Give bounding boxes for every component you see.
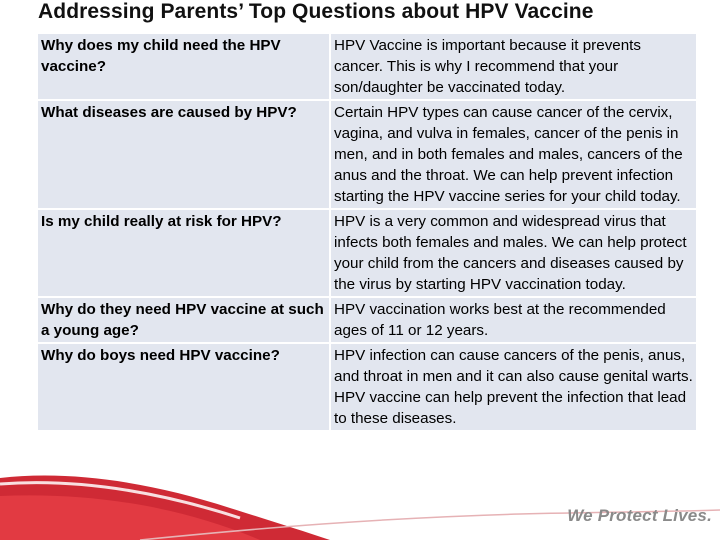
answer-cell: Certain HPV types can cause cancer of the cervix, vagina, and vulva in females, cancer of the penis in men, and in both females and males, cancers of the anus and the throat. We can help prevent infection starting the HPV vaccine series for your child today. — [331, 101, 696, 208]
page-title: Addressing Parents’ Top Questions about HPV Vaccine — [38, 0, 594, 23]
tagline: We Protect Lives. — [567, 506, 712, 525]
table-row — [38, 34, 696, 99]
answer-cell: HPV is a very common and widespread virus that infects both females and males. We can help protect your child from the cancers and diseases caused by the virus by starting HPV vaccination today. — [331, 210, 696, 296]
answer-cell: HPV Vaccine is important because it prevents cancer. This is why I recommend that your son/daughter be vaccinated today. — [331, 34, 696, 99]
question-cell: Is my child really at risk for HPV? — [38, 210, 329, 296]
table-row — [38, 210, 696, 296]
question-cell: Why do they need HPV vaccine at such a young age? — [38, 298, 329, 342]
answer-cell: HPV vaccination works best at the recommended ages of 11 or 12 years. — [331, 298, 696, 342]
question-cell: What diseases are caused by HPV? — [38, 101, 329, 208]
table-row — [38, 298, 696, 342]
answer-cell: HPV infection can cause cancers of the penis, anus, and throat in men and it can also cause genital warts. HPV vaccine can help prevent the infection that lead to these diseases. — [331, 344, 696, 430]
table-row — [38, 101, 696, 208]
qa-table — [36, 32, 698, 432]
question-cell: Why does my child need the HPV vaccine? — [38, 34, 329, 99]
question-cell: Why do boys need HPV vaccine? — [38, 344, 329, 430]
